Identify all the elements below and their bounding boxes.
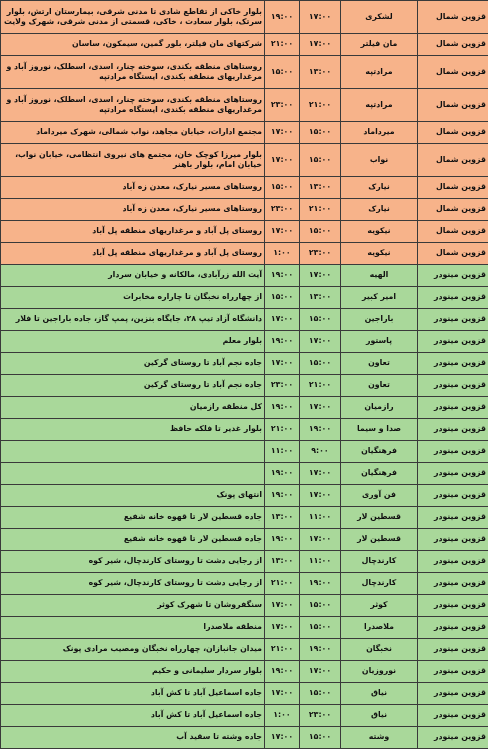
region-cell: قزوین مینودر [418, 265, 488, 287]
feeder-cell: فرهنگیان [341, 463, 418, 485]
region-cell: قزوین مینودر [418, 551, 488, 573]
region-cell: قزوین شمال [418, 199, 488, 221]
start-time-cell: ۱۷:۰۰ [300, 331, 341, 353]
start-time-cell: ۱۱:۰۰ [300, 551, 341, 573]
region-cell: قزوین مینودر [418, 639, 488, 661]
feeder-cell: رازمیان [341, 397, 418, 419]
end-time-cell: ۱۷:۰۰ [265, 727, 300, 749]
area-cell: آیت الله زرآبادی، مالکانه و خیابان سردار [1, 265, 265, 287]
region-cell: قزوین مینودر [418, 727, 488, 749]
region-cell: قزوین مینودر [418, 705, 488, 727]
feeder-cell: نیارک [341, 177, 418, 199]
feeder-cell: نیاق [341, 683, 418, 705]
end-time-cell: ۲۱:۰۰ [265, 419, 300, 441]
feeder-cell: پاستور [341, 331, 418, 353]
area-cell: جاده قسطین لار تا قهوه خانه شفیع [1, 507, 265, 529]
end-time-cell: ۱۷:۰۰ [265, 617, 300, 639]
area-cell [1, 441, 265, 463]
area-cell: جاده وشته تا سقید آب [1, 727, 265, 749]
feeder-cell: فرهنگیان [341, 441, 418, 463]
table-row [1, 485, 488, 507]
start-time-cell: ۱۳:۰۰ [300, 56, 341, 89]
region-cell: قزوین شمال [418, 34, 488, 56]
feeder-cell: قسطین لار [341, 529, 418, 551]
feeder-cell: الهیه [341, 265, 418, 287]
end-time-cell: ۱۷:۰۰ [265, 353, 300, 375]
feeder-cell: کارندچال [341, 573, 418, 595]
feeder-cell: صدا و سیما [341, 419, 418, 441]
table-row [1, 34, 488, 56]
end-time-cell: ۱۳:۰۰ [265, 551, 300, 573]
area-cell: انتهای پونک [1, 485, 265, 507]
table-row [1, 507, 488, 529]
region-cell: قزوین مینودر [418, 375, 488, 397]
region-cell: قزوین مینودر [418, 485, 488, 507]
end-time-cell: ۱۷:۰۰ [265, 221, 300, 243]
area-cell: از رجایی دشت تا روستای کارندچال، شیر کوه [1, 551, 265, 573]
table-row [1, 529, 488, 551]
feeder-cell: نوروزیان [341, 661, 418, 683]
start-time-cell: ۲۱:۰۰ [300, 199, 341, 221]
region-cell: قزوین مینودر [418, 309, 488, 331]
area-cell: روستاهای مسیر نیارک، معدن زه آباد [1, 199, 265, 221]
area-cell: جاده نجم آباد تا روستای گرکین [1, 353, 265, 375]
start-time-cell: ۱۷:۰۰ [300, 265, 341, 287]
start-time-cell: ۱۵:۰۰ [300, 727, 341, 749]
feeder-cell: مان فیلتر [341, 34, 418, 56]
table-row [1, 122, 488, 144]
table-row [1, 56, 488, 89]
end-time-cell: ۱۹:۰۰ [265, 1, 300, 34]
end-time-cell: ۲۱:۰۰ [265, 573, 300, 595]
end-time-cell: ۱۹:۰۰ [265, 265, 300, 287]
end-time-cell: ۱۹:۰۰ [265, 331, 300, 353]
end-time-cell: ۲۳:۰۰ [265, 89, 300, 122]
end-time-cell: ۱۷:۰۰ [265, 683, 300, 705]
region-cell: قزوین مینودر [418, 683, 488, 705]
start-time-cell: ۱۷:۰۰ [300, 34, 341, 56]
table-row [1, 1, 488, 34]
region-cell: قزوین مینودر [418, 441, 488, 463]
start-time-cell: ۱۷:۰۰ [300, 529, 341, 551]
table-row [1, 199, 488, 221]
start-time-cell: ۱۷:۰۰ [300, 463, 341, 485]
schedule-rows [1, 1, 488, 749]
feeder-cell: وشته [341, 727, 418, 749]
region-cell: قزوین مینودر [418, 661, 488, 683]
table-row [1, 353, 488, 375]
start-time-cell: ۱۵:۰۰ [300, 122, 341, 144]
region-cell: قزوین مینودر [418, 507, 488, 529]
start-time-cell: ۲۱:۰۰ [300, 375, 341, 397]
area-cell: جاده قسطین لار تا قهوه خانه شفیع [1, 529, 265, 551]
table-row [1, 441, 488, 463]
region-cell: قزوین شمال [418, 122, 488, 144]
start-time-cell: ۱۵:۰۰ [300, 617, 341, 639]
region-cell: قزوین شمال [418, 243, 488, 265]
feeder-cell: تعاون [341, 375, 418, 397]
region-cell: قزوین مینودر [418, 573, 488, 595]
end-time-cell: ۲۳:۰۰ [265, 375, 300, 397]
area-cell: از چهارراه نخبگان تا چاراره مخابرات [1, 287, 265, 309]
area-cell [1, 463, 265, 485]
region-cell: قزوین مینودر [418, 397, 488, 419]
feeder-cell: نیارک [341, 199, 418, 221]
area-cell: شرکتهای مان فیلتر، بلور گمین، سیمکون، ساسان [1, 34, 265, 56]
area-cell: بلوار معلم [1, 331, 265, 353]
region-cell: قزوین مینودر [418, 419, 488, 441]
area-cell: بلوار سردار سلیمانی و حکیم [1, 661, 265, 683]
start-time-cell: ۱۹:۰۰ [300, 419, 341, 441]
table-row [1, 331, 488, 353]
end-time-cell: ۲۱:۰۰ [265, 639, 300, 661]
feeder-cell: نیکویه [341, 243, 418, 265]
area-cell: جاده اسماعیل آباد تا کش آباد [1, 705, 265, 727]
table-row [1, 375, 488, 397]
feeder-cell: تعاون [341, 353, 418, 375]
table-row [1, 419, 488, 441]
region-cell: قزوین مینودر [418, 463, 488, 485]
end-time-cell: ۲۱:۰۰ [265, 34, 300, 56]
start-time-cell: ۱۵:۰۰ [300, 221, 341, 243]
start-time-cell: ۱۵:۰۰ [300, 595, 341, 617]
table-row [1, 639, 488, 661]
area-cell: دانشگاه آزاد تیپ ۲۸، جایگاه بنزین، پمپ گاز، جاده باراجین تا فلار [1, 309, 265, 331]
table-row [1, 243, 488, 265]
feeder-cell: نخبگان [341, 639, 418, 661]
start-time-cell: ۲۱:۰۰ [300, 89, 341, 122]
area-cell: میدان جانبازان، چهارراه نخبگان ومصیب مرادی پونک [1, 639, 265, 661]
feeder-cell: مرادتپه [341, 89, 418, 122]
region-cell: قزوین شمال [418, 144, 488, 177]
table-row [1, 683, 488, 705]
area-cell: روستای پل آباد و مرغداریهای منطقه پل آباد [1, 221, 265, 243]
start-time-cell: ۱۵:۰۰ [300, 144, 341, 177]
end-time-cell: ۱۷:۰۰ [265, 144, 300, 177]
table-row [1, 595, 488, 617]
table-row [1, 727, 488, 749]
table-row [1, 309, 488, 331]
end-time-cell: ۱۵:۰۰ [265, 287, 300, 309]
region-cell: قزوین شمال [418, 89, 488, 122]
feeder-cell: لشکری [341, 1, 418, 34]
area-cell: روستاهای منطقه بکندی، سوخته چنار، اسدی، اسطلک، نوروز آباد و مرغداریهای منطقه بکندی، ایستگاه مرادتپه [1, 89, 265, 122]
start-time-cell: ۱۳:۰۰ [300, 287, 341, 309]
start-time-cell: ۱۵:۰۰ [300, 683, 341, 705]
end-time-cell: ۱۷:۰۰ [265, 122, 300, 144]
end-time-cell: ۱:۰۰ [265, 243, 300, 265]
region-cell: قزوین مینودر [418, 287, 488, 309]
feeder-cell: قسطین لار [341, 507, 418, 529]
start-time-cell: ۱۵:۰۰ [300, 353, 341, 375]
end-time-cell: ۱۷:۰۰ [265, 595, 300, 617]
table-row [1, 177, 488, 199]
start-time-cell: ۱۵:۰۰ [300, 309, 341, 331]
region-cell: قزوین مینودر [418, 353, 488, 375]
feeder-cell: کارندچال [341, 551, 418, 573]
area-cell: جاده نجم آباد تا روستای گرکین [1, 375, 265, 397]
end-time-cell: ۱۵:۰۰ [265, 56, 300, 89]
region-cell: قزوین مینودر [418, 595, 488, 617]
feeder-cell: ملاصدرا [341, 617, 418, 639]
feeder-cell: نیکویه [341, 221, 418, 243]
table-row [1, 221, 488, 243]
table-row [1, 287, 488, 309]
end-time-cell: ۲۳:۰۰ [265, 199, 300, 221]
region-cell: قزوین شمال [418, 56, 488, 89]
end-time-cell: ۱۹:۰۰ [265, 463, 300, 485]
area-cell: بلوار میرزا کوچک خان، مجتمع های نیروی انتظامی، خیابان نواب، خیابان امام، بلوار باهنر [1, 144, 265, 177]
feeder-cell: نواب [341, 144, 418, 177]
start-time-cell: ۱۹:۰۰ [300, 573, 341, 595]
end-time-cell: ۱۹:۰۰ [265, 485, 300, 507]
area-cell: منطقه ملاصدرا [1, 617, 265, 639]
end-time-cell: ۱:۰۰ [265, 705, 300, 727]
area-cell: سنگفروشان تا شهرک کوثر [1, 595, 265, 617]
feeder-cell: فن آوری [341, 485, 418, 507]
area-cell: روستاهای منطقه بکندی، سوخته چنار، اسدی، اسطلک، نوروز آباد و مرغداریهای منطقه بکندی، ایستگاه مرادتپه [1, 56, 265, 89]
end-time-cell: ۱۹:۰۰ [265, 529, 300, 551]
start-time-cell: ۹:۰۰ [300, 441, 341, 463]
feeder-cell: کوثر [341, 595, 418, 617]
table-row [1, 705, 488, 727]
start-time-cell: ۱۷:۰۰ [300, 661, 341, 683]
start-time-cell: ۲۳:۰۰ [300, 705, 341, 727]
end-time-cell: ۱۹:۰۰ [265, 397, 300, 419]
area-cell: روستاهای مسیر نیارک، معدن زه آباد [1, 177, 265, 199]
feeder-cell: نیاق [341, 705, 418, 727]
end-time-cell: ۱۹:۰۰ [265, 661, 300, 683]
table-row [1, 661, 488, 683]
end-time-cell: ۱۳:۰۰ [265, 507, 300, 529]
table-row [1, 397, 488, 419]
table-row [1, 573, 488, 595]
region-cell: قزوین شمال [418, 1, 488, 34]
table-row [1, 551, 488, 573]
start-time-cell: ۱۹:۰۰ [300, 639, 341, 661]
table-row [1, 463, 488, 485]
start-time-cell: ۱۷:۰۰ [300, 485, 341, 507]
table-row [1, 617, 488, 639]
region-cell: قزوین شمال [418, 221, 488, 243]
region-cell: قزوین مینودر [418, 617, 488, 639]
region-cell: قزوین مینودر [418, 529, 488, 551]
area-cell: روستای پل آباد و مرغداریهای منطقه پل آباد [1, 243, 265, 265]
area-cell: بلوار غدیر تا فلکه حافظ [1, 419, 265, 441]
start-time-cell: ۱۱:۰۰ [300, 507, 341, 529]
table-row [1, 144, 488, 177]
area-cell: کل منطقه رازمیان [1, 397, 265, 419]
table-row [1, 265, 488, 287]
region-cell: قزوین مینودر [418, 331, 488, 353]
start-time-cell: ۱۷:۰۰ [300, 1, 341, 34]
table-row [1, 89, 488, 122]
start-time-cell: ۱۳:۰۰ [300, 177, 341, 199]
area-cell: از رجایی دشت تا روستای کارندچال، شیر کوه [1, 573, 265, 595]
area-cell: مجتمع ادارات، خیابان مجاهد، نواب شمالی، شهرک میرداماد [1, 122, 265, 144]
end-time-cell: ۱۷:۰۰ [265, 309, 300, 331]
area-cell: بلوار خاکی از تقاطع شادی تا مدنی شرقی، بیمارستان ارتش، بلوار سرتک، بلوار سعادت ، خاکی، قسمتی از مدنی شرقی، شهرک ولایت [1, 1, 265, 34]
end-time-cell: ۱۵:۰۰ [265, 177, 300, 199]
area-cell: جاده اسماعیل آباد تا کش آباد [1, 683, 265, 705]
feeder-cell: مرادتپه [341, 56, 418, 89]
start-time-cell: ۲۳:۰۰ [300, 243, 341, 265]
region-cell: قزوین شمال [418, 177, 488, 199]
feeder-cell: امیر کبیر [341, 287, 418, 309]
feeder-cell: میرداماد [341, 122, 418, 144]
end-time-cell: ۱۱:۰۰ [265, 441, 300, 463]
feeder-cell: باراجین [341, 309, 418, 331]
start-time-cell: ۱۷:۰۰ [300, 397, 341, 419]
